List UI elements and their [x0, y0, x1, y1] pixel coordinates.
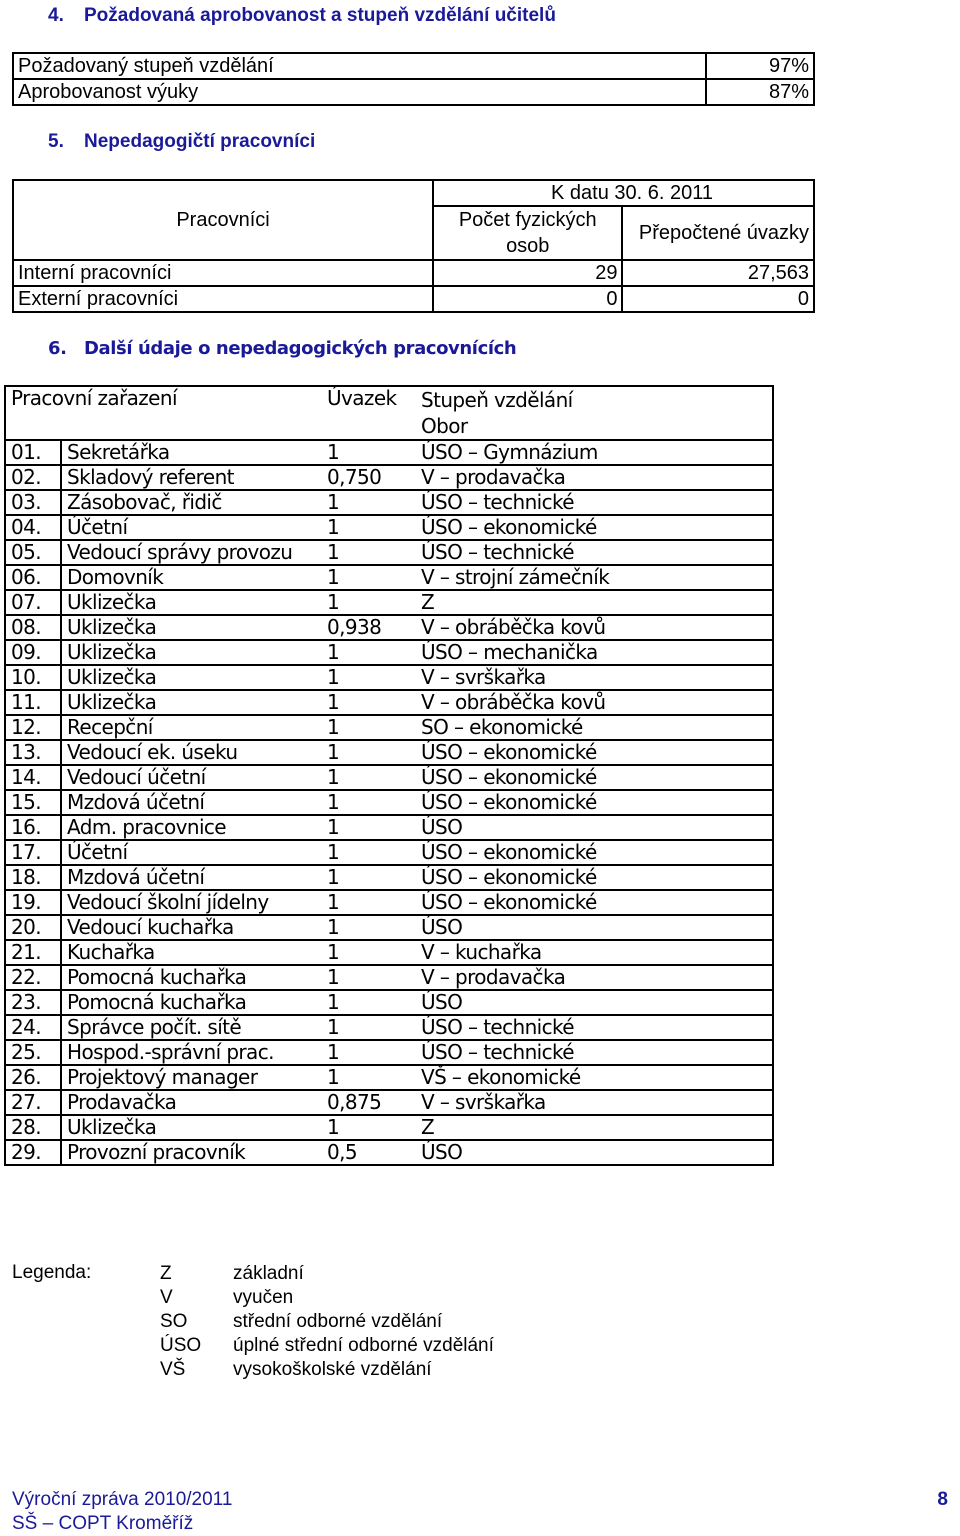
row-education: ÚSO – ekonomické — [416, 890, 773, 915]
footer-report: Výroční zpráva 2010/2011 — [12, 1489, 233, 1510]
row-load: 1 — [322, 915, 416, 940]
row-number: 06. — [5, 565, 61, 590]
row-position: Vedoucí ek. úseku — [61, 740, 322, 765]
row-position: Vedoucí školní jídelny — [61, 890, 322, 915]
row-number: 02. — [5, 465, 61, 490]
row-load: 1 — [322, 715, 416, 740]
row-load: 1 — [322, 790, 416, 815]
section-number: 5. — [48, 131, 64, 152]
row-number: 29. — [5, 1140, 61, 1165]
row-number: 28. — [5, 1115, 61, 1140]
row-number: 21. — [5, 940, 61, 965]
legend-code: ÚSO — [160, 1335, 202, 1356]
legend-meaning: vyučen — [233, 1287, 294, 1308]
row-load: 1 — [322, 490, 416, 515]
row-education: ÚSO – ekonomické — [416, 740, 773, 765]
row-number: 15. — [5, 790, 61, 815]
header-education — [416, 386, 773, 440]
table-row — [5, 715, 773, 740]
table-row — [5, 765, 773, 790]
row-education: ÚSO – technické — [416, 490, 773, 515]
row-load: 1 — [322, 440, 416, 465]
table-row — [5, 540, 773, 565]
row-number: 20. — [5, 915, 61, 940]
header-field: Obor — [421, 414, 468, 438]
row-education: V – obráběčka kovů — [416, 615, 773, 640]
row-load: 1 — [322, 515, 416, 540]
table-row — [5, 890, 773, 915]
row-position: Uklizečka — [61, 590, 322, 615]
row-number: 23. — [5, 990, 61, 1015]
row-label: Externí pracovníci — [13, 286, 433, 312]
table-row — [5, 1015, 773, 1040]
row-position: Pomocná kuchařka — [61, 990, 322, 1015]
row-position: Adm. pracovnice — [61, 815, 322, 840]
row-value: 97% — [706, 53, 814, 79]
table-row — [5, 915, 773, 940]
row-position: Uklizečka — [61, 665, 322, 690]
row-number: 24. — [5, 1015, 61, 1040]
row-load: 1 — [322, 990, 416, 1015]
row-number: 12. — [5, 715, 61, 740]
header-education-level: Stupeň vzdělání — [421, 388, 573, 412]
table-header-row — [5, 386, 773, 440]
row-load: 1 — [322, 1065, 416, 1090]
row-value: 87% — [706, 79, 814, 105]
row-load: 1 — [322, 590, 416, 615]
legend-code: Z — [160, 1263, 172, 1284]
row-education: Z — [416, 590, 773, 615]
legend-code: V — [160, 1287, 173, 1308]
header-date: K datu 30. 6. 2011 — [433, 180, 814, 206]
section-title: Požadovaná aprobovanost a stupeň vzdělání učitelů — [84, 5, 556, 26]
table-row — [5, 1090, 773, 1115]
table-row — [5, 815, 773, 840]
row-number: 25. — [5, 1040, 61, 1065]
table-row — [5, 990, 773, 1015]
row-label: Požadovaný stupeň vzdělání — [13, 53, 706, 79]
row-position: Vedoucí správy provozu — [61, 540, 322, 565]
row-education: ÚSO – mechanička — [416, 640, 773, 665]
row-load: 0,5 — [322, 1140, 416, 1165]
row-load: 1 — [322, 1115, 416, 1140]
row-load: 1 — [322, 965, 416, 990]
row-load: 1 — [322, 1015, 416, 1040]
legend-item — [160, 1286, 293, 1310]
row-education: SO – ekonomické — [416, 715, 773, 740]
row-position: Mzdová účetní — [61, 790, 322, 815]
row-education: ÚSO — [416, 990, 773, 1015]
legend-item — [160, 1310, 442, 1334]
row-load: 1 — [322, 890, 416, 915]
row-number: 01. — [5, 440, 61, 465]
legend-item — [160, 1358, 432, 1382]
section-title: Nepedagogičtí pracovníci — [84, 131, 316, 152]
row-education: Z — [416, 1115, 773, 1140]
row-load: 1 — [322, 815, 416, 840]
row-position: Domovník — [61, 565, 322, 590]
table-row — [5, 665, 773, 690]
row-position: Uklizečka — [61, 1115, 322, 1140]
legend-meaning: střední odborné vzdělání — [233, 1311, 443, 1332]
row-load: 1 — [322, 540, 416, 565]
page-number: 8 — [937, 1489, 948, 1510]
footer-school: SŠ – COPT Kroměříž — [12, 1513, 194, 1534]
row-position: Vedoucí účetní — [61, 765, 322, 790]
row-position: Mzdová účetní — [61, 865, 322, 890]
legend-meaning: základní — [233, 1263, 304, 1284]
row-load: 1 — [322, 840, 416, 865]
row-number: 11. — [5, 690, 61, 715]
row-education: V – strojní zámečník — [416, 565, 773, 590]
row-education: ÚSO — [416, 1140, 773, 1165]
row-number: 18. — [5, 865, 61, 890]
row-position: Recepční — [61, 715, 322, 740]
row-position: Pomocná kuchařka — [61, 965, 322, 990]
table-row — [5, 615, 773, 640]
row-number: 22. — [5, 965, 61, 990]
row-position: Účetní — [61, 515, 322, 540]
row-number: 10. — [5, 665, 61, 690]
row-education: ÚSO – Gymnázium — [416, 440, 773, 465]
header-count: Počet fyzických osob — [433, 206, 622, 260]
row-position: Sekretářka — [61, 440, 322, 465]
table-row — [5, 590, 773, 615]
row-position: Uklizečka — [61, 615, 322, 640]
section-title: Další údaje o nepedagogických pracovnících — [84, 338, 517, 359]
table-row — [13, 260, 814, 286]
row-education: ÚSO – ekonomické — [416, 765, 773, 790]
table-row — [5, 1065, 773, 1090]
table-row — [5, 790, 773, 815]
row-number: 07. — [5, 590, 61, 615]
header-load: Úvazek — [322, 386, 416, 440]
section-5-heading — [48, 131, 315, 153]
row-number: 14. — [5, 765, 61, 790]
row-fte: 27,563 — [622, 260, 814, 286]
section-6-heading — [48, 338, 516, 359]
row-education: V – prodavačka — [416, 465, 773, 490]
row-load: 1 — [322, 940, 416, 965]
row-load: 1 — [322, 740, 416, 765]
header-workers: Pracovníci — [13, 180, 433, 260]
table-row — [5, 840, 773, 865]
table-row — [5, 440, 773, 465]
row-education: V – prodavačka — [416, 965, 773, 990]
row-number: 05. — [5, 540, 61, 565]
row-label: Aprobovanost výuky — [13, 79, 706, 105]
row-education: ÚSO – technické — [416, 1040, 773, 1065]
table-row — [5, 515, 773, 540]
row-number: 04. — [5, 515, 61, 540]
row-position: Uklizečka — [61, 640, 322, 665]
row-count: 0 — [433, 286, 622, 312]
row-number: 26. — [5, 1065, 61, 1090]
row-education: ÚSO – ekonomické — [416, 515, 773, 540]
row-load: 1 — [322, 640, 416, 665]
row-count: 29 — [433, 260, 622, 286]
row-education: ÚSO – ekonomické — [416, 790, 773, 815]
row-position: Vedoucí kuchařka — [61, 915, 322, 940]
section-number: 4. — [48, 5, 64, 26]
row-education: V – svrškařka — [416, 665, 773, 690]
row-number: 13. — [5, 740, 61, 765]
legend-meaning: úplné střední odborné vzdělání — [233, 1335, 494, 1356]
table-row — [5, 690, 773, 715]
row-number: 27. — [5, 1090, 61, 1115]
row-position: Projektový manager — [61, 1065, 322, 1090]
table-row — [5, 490, 773, 515]
table-row — [5, 865, 773, 890]
table-row — [5, 465, 773, 490]
row-position: Skladový referent — [61, 465, 322, 490]
row-load: 0,938 — [322, 615, 416, 640]
row-position: Prodavačka — [61, 1090, 322, 1115]
row-number: 03. — [5, 490, 61, 515]
row-number: 09. — [5, 640, 61, 665]
table-row — [5, 1040, 773, 1065]
row-position: Hospod.-správní prac. — [61, 1040, 322, 1065]
row-education: ÚSO – ekonomické — [416, 865, 773, 890]
legend-item — [160, 1262, 304, 1286]
table-row — [5, 640, 773, 665]
row-education: V – obráběčka kovů — [416, 690, 773, 715]
row-education: ÚSO – technické — [416, 540, 773, 565]
row-fte: 0 — [622, 286, 814, 312]
staff-details-table — [4, 385, 774, 1166]
row-position: Kuchařka — [61, 940, 322, 965]
row-education: ÚSO – technické — [416, 1015, 773, 1040]
row-load: 1 — [322, 1040, 416, 1065]
row-position: Správce počít. sítě — [61, 1015, 322, 1040]
row-load: 1 — [322, 565, 416, 590]
row-position: Provozní pracovník — [61, 1140, 322, 1165]
table-row — [5, 1140, 773, 1165]
header-position: Pracovní zařazení — [5, 386, 322, 440]
row-load: 0,750 — [322, 465, 416, 490]
row-education: VŠ – ekonomické — [416, 1065, 773, 1090]
table-row — [5, 1115, 773, 1140]
row-education: ÚSO — [416, 815, 773, 840]
staff-count-table — [12, 179, 815, 313]
row-education: V – svrškařka — [416, 1090, 773, 1115]
table-row — [5, 940, 773, 965]
legend-code: SO — [160, 1311, 188, 1332]
table-header-row — [13, 180, 814, 206]
table-row — [5, 965, 773, 990]
table-row — [5, 565, 773, 590]
row-load: 1 — [322, 665, 416, 690]
row-education: ÚSO — [416, 915, 773, 940]
row-load: 1 — [322, 765, 416, 790]
table-row — [13, 53, 814, 79]
header-fte: Přepočtené úvazky — [622, 206, 814, 260]
legend-label: Legenda: — [12, 1262, 92, 1283]
row-education: ÚSO – ekonomické — [416, 840, 773, 865]
legend-meaning: vysokoškolské vzdělání — [233, 1359, 432, 1380]
row-number: 08. — [5, 615, 61, 640]
row-education: V – kuchařka — [416, 940, 773, 965]
row-load: 1 — [322, 865, 416, 890]
row-number: 16. — [5, 815, 61, 840]
row-load: 0,875 — [322, 1090, 416, 1115]
row-position: Účetní — [61, 840, 322, 865]
row-position: Uklizečka — [61, 690, 322, 715]
row-load: 1 — [322, 690, 416, 715]
section-4-heading — [48, 5, 556, 27]
table-row — [13, 286, 814, 312]
row-number: 17. — [5, 840, 61, 865]
row-number: 19. — [5, 890, 61, 915]
row-position: Zásobovač, řidič — [61, 490, 322, 515]
table-row — [13, 79, 814, 105]
section-number: 6. — [48, 338, 67, 359]
qualification-table — [12, 52, 815, 106]
legend-item — [160, 1334, 494, 1358]
legend-code: VŠ — [160, 1359, 186, 1380]
table-row — [5, 740, 773, 765]
row-label: Interní pracovníci — [13, 260, 433, 286]
